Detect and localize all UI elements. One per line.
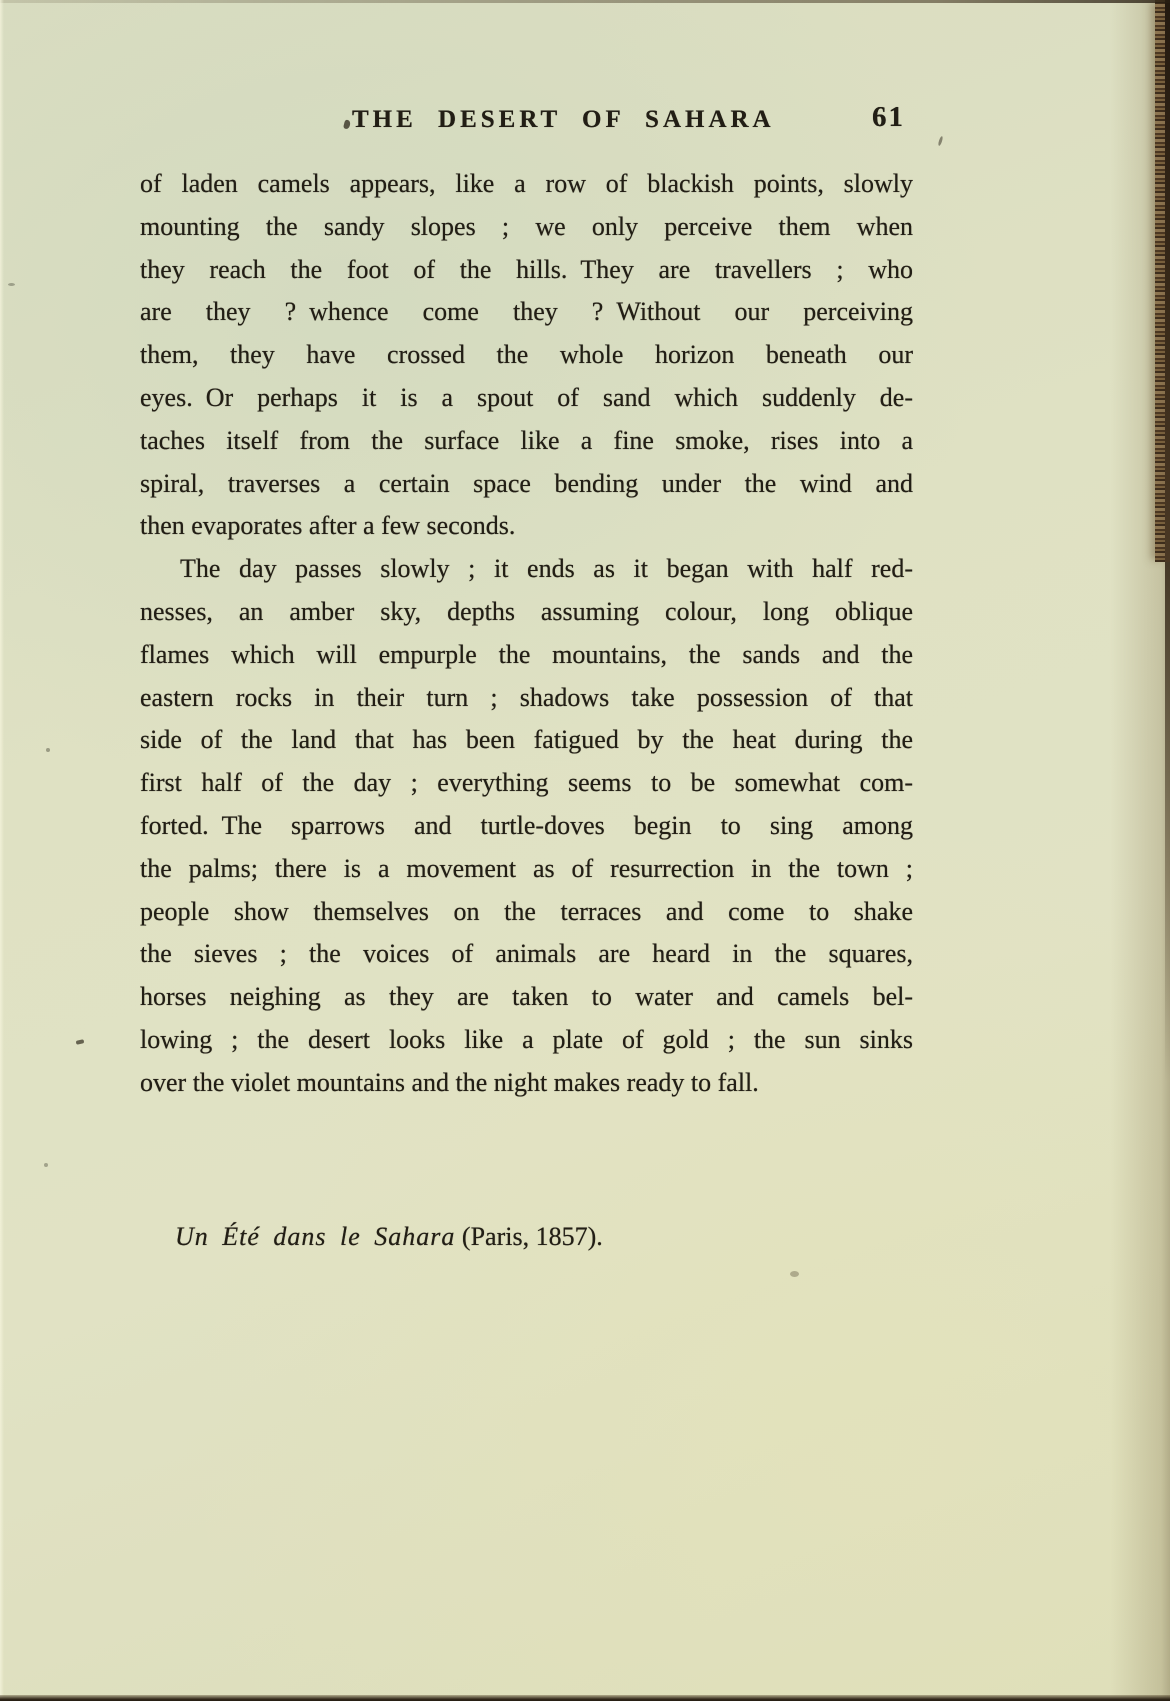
book-edge-dark-line <box>1165 0 1170 562</box>
ink-speck <box>46 748 50 752</box>
running-header-title: THE DESERT OF SAHARA <box>352 106 775 133</box>
text-line: The day passes slowly ; it ends as it began with half red- <box>180 554 913 584</box>
page-number: 61 <box>872 101 905 133</box>
citation-publication: (Paris, 1857). <box>455 1222 603 1251</box>
text-line: first half of the day ; everything seems to be somewhat com- <box>140 768 913 798</box>
ink-speck <box>790 1271 799 1277</box>
text-line: lowing ; the desert looks like a plate of gold ; the sun sinks <box>140 1024 913 1054</box>
text-line: nesses, an amber sky, depths assuming colour, long oblique <box>140 596 913 626</box>
text-line: the palms; there is a movement as of resurrection in the town ; <box>140 853 913 883</box>
ink-speck <box>938 136 944 146</box>
paragraph-1 <box>140 163 913 548</box>
ink-speck <box>76 1039 85 1045</box>
ink-speck <box>8 283 15 286</box>
text-line: side of the land that has been fatigued by the heat during the <box>140 725 913 755</box>
ink-speck <box>343 119 351 129</box>
ink-speck <box>44 1163 48 1167</box>
body-text <box>140 163 913 1105</box>
text-line: taches itself from the surface like a fine smoke, rises into a <box>140 425 913 455</box>
text-line: people show themselves on the terraces and come to shake <box>140 896 913 926</box>
page-bottom-edge <box>0 1695 1170 1701</box>
text-line: them, they have crossed the whole horizon beneath our <box>140 340 913 370</box>
citation-book-title: Un Été dans le Sahara <box>175 1222 456 1251</box>
page-left-edge <box>0 0 4 1701</box>
text-line: are they ? whence come they ? Without our perceiving <box>140 297 913 327</box>
text-line: spiral, traverses a certain space bending under the wind and <box>140 468 913 498</box>
book-pages-edge-strip <box>1155 0 1170 562</box>
text-line: of laden camels appears, like a row of blackish points, slowly <box>140 169 913 198</box>
citation-line <box>175 1222 603 1252</box>
text-line: they reach the foot of the hills. They are travellers ; who <box>140 254 913 284</box>
text-line: horses neighing as they are taken to water and camels bel- <box>140 982 913 1012</box>
paragraph-2 <box>140 548 913 1104</box>
text-line: eastern rocks in their turn ; shadows take possession of that <box>140 682 913 712</box>
text-line: then evaporates after a few seconds. <box>140 511 516 541</box>
text-line: forted. The sparrows and turtle-doves begin to sing among <box>140 810 913 840</box>
page-right-edge-line <box>1165 562 1170 1082</box>
page-top-edge <box>0 0 1170 3</box>
text-line: flames which will empurple the mountains, the sands and the <box>140 639 913 669</box>
text-line: over the violet mountains and the night makes ready to fall. <box>140 1067 759 1097</box>
text-line: eyes. Or perhaps it is a spout of sand which suddenly de- <box>140 382 913 412</box>
text-line: mounting the sandy slopes ; we only perceive them when <box>140 211 913 241</box>
text-line: the sieves ; the voices of animals are heard in the squares, <box>140 939 913 969</box>
